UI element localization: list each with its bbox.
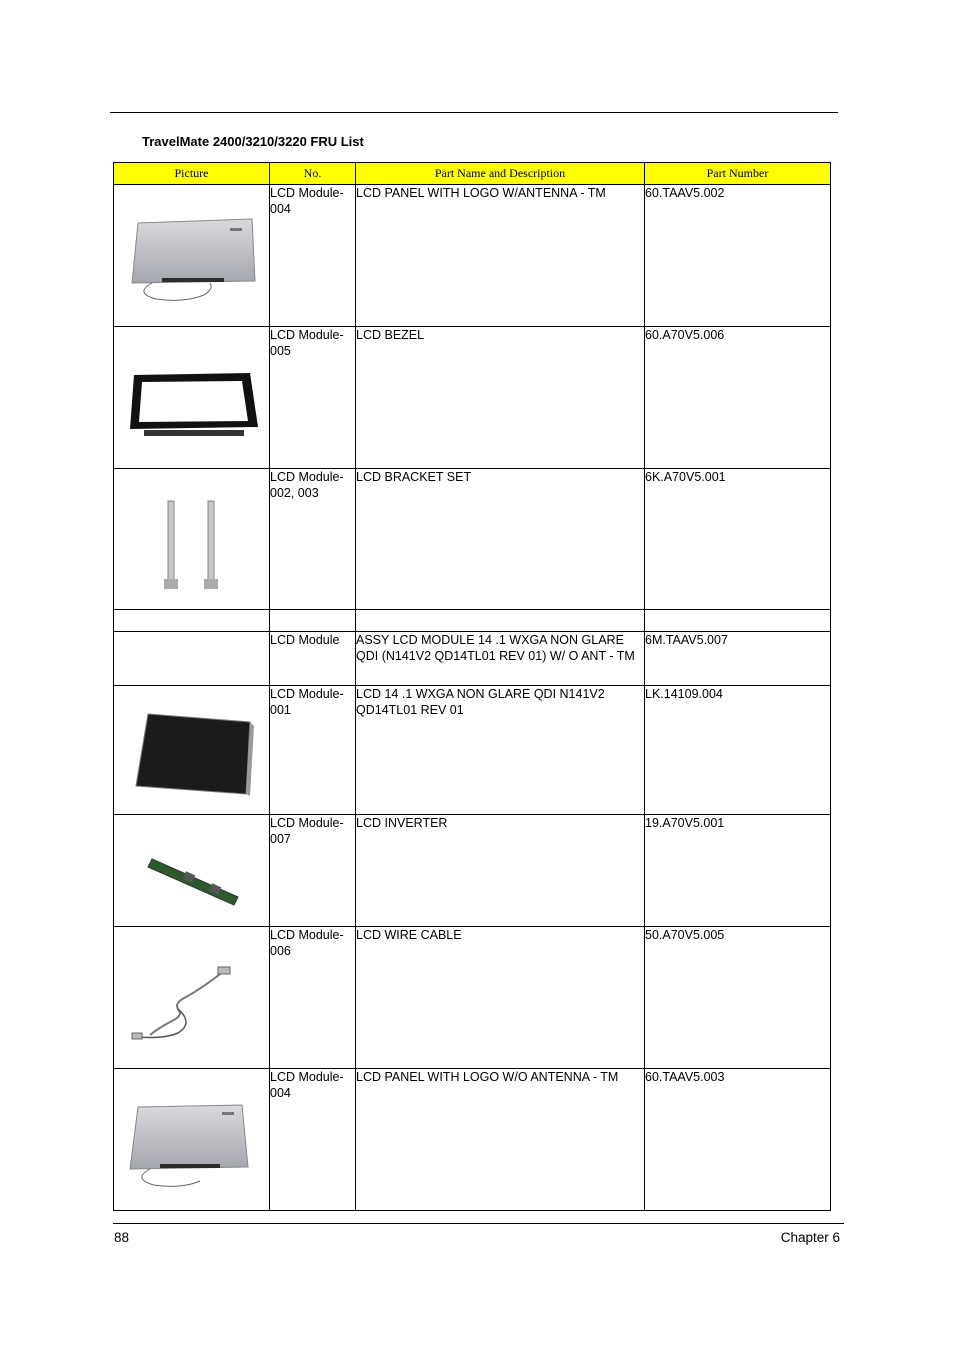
picture-cell — [114, 327, 270, 469]
part-number-cell: 60.TAAV5.003 — [645, 1069, 831, 1211]
header-description: Part Name and Description — [356, 163, 645, 185]
fru-table — [113, 162, 831, 1211]
table-row — [114, 610, 831, 632]
description-cell: LCD PANEL WITH LOGO W/ANTENNA - TM — [356, 185, 645, 327]
part-no-cell: LCD Module- 004 — [270, 185, 356, 327]
picture-cell — [114, 927, 270, 1069]
lcd-panel-icon — [114, 185, 269, 326]
picture-cell — [114, 632, 270, 686]
description-cell: LCD INVERTER — [356, 815, 645, 927]
table-row — [114, 1069, 831, 1211]
table-row — [114, 185, 831, 327]
chapter-label: Chapter 6 — [780, 1230, 840, 1245]
part-no-cell: LCD Module- 002, 003 — [270, 469, 356, 610]
table-header-row — [114, 163, 831, 185]
lcd-inverter-icon — [114, 815, 269, 926]
description-cell: LCD BEZEL — [356, 327, 645, 469]
table-row — [114, 927, 831, 1069]
part-number-cell — [645, 610, 831, 632]
picture-cell — [114, 686, 270, 815]
description-cell: LCD BRACKET SET — [356, 469, 645, 610]
description-cell: LCD 14 .1 WXGA NON GLARE QDI N141V2 QD14TL01 REV 01 — [356, 686, 645, 815]
table-row — [114, 632, 831, 686]
part-number-cell: LK.14109.004 — [645, 686, 831, 815]
header-rule — [110, 112, 838, 113]
header-part-number: Part Number — [645, 163, 831, 185]
part-number-cell: 60.A70V5.006 — [645, 327, 831, 469]
description-cell: ASSY LCD MODULE 14 .1 WXGA NON GLARE QDI (N141V2 QD14TL01 REV 01) W/ O ANT - TM — [356, 632, 645, 686]
part-number-cell: 50.A70V5.005 — [645, 927, 831, 1069]
description-cell: LCD PANEL WITH LOGO W/O ANTENNA - TM — [356, 1069, 645, 1211]
lcd-bezel-icon — [114, 327, 269, 468]
part-number-cell: 19.A70V5.001 — [645, 815, 831, 927]
part-number-cell: 6M.TAAV5.007 — [645, 632, 831, 686]
table-row — [114, 686, 831, 815]
part-no-cell — [270, 610, 356, 632]
picture-cell — [114, 1069, 270, 1211]
picture-cell — [114, 185, 270, 327]
lcd-screen-icon — [114, 686, 269, 814]
header-picture: Picture — [114, 163, 270, 185]
document-title: TravelMate 2400/3210/3220 FRU List — [142, 134, 364, 149]
picture-cell — [114, 815, 270, 927]
part-no-cell: LCD Module — [270, 632, 356, 686]
part-no-cell: LCD Module- 004 — [270, 1069, 356, 1211]
table-row — [114, 327, 831, 469]
lcd-panel-icon — [114, 1069, 269, 1210]
footer-rule — [113, 1223, 844, 1224]
description-cell: LCD WIRE CABLE — [356, 927, 645, 1069]
picture-cell — [114, 469, 270, 610]
part-no-cell: LCD Module- 005 — [270, 327, 356, 469]
table-row — [114, 469, 831, 610]
lcd-cable-icon — [114, 927, 269, 1068]
picture-cell — [114, 610, 270, 632]
part-number-cell: 60.TAAV5.002 — [645, 185, 831, 327]
part-number-cell: 6K.A70V5.001 — [645, 469, 831, 610]
lcd-bracket-icon — [114, 469, 269, 609]
header-no: No. — [270, 163, 356, 185]
table-row — [114, 815, 831, 927]
part-no-cell: LCD Module- 001 — [270, 686, 356, 815]
part-no-cell: LCD Module- 007 — [270, 815, 356, 927]
part-no-cell: LCD Module- 006 — [270, 927, 356, 1069]
page-number: 88 — [114, 1230, 130, 1245]
description-cell — [356, 610, 645, 632]
